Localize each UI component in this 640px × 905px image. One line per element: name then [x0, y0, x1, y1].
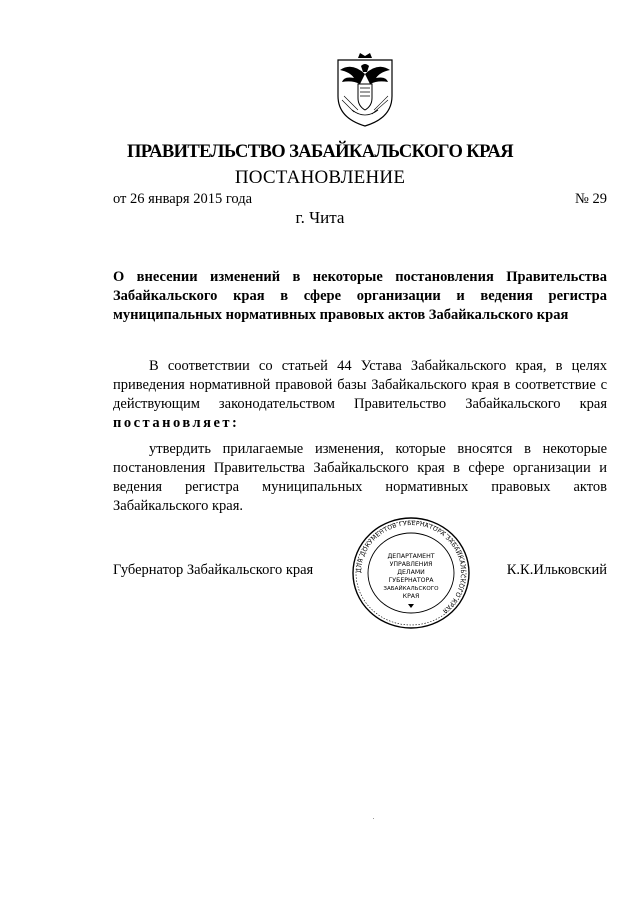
document-date: от 26 января 2015 года [113, 191, 253, 207]
signatory-position: Губернатор Забайкальского края [113, 562, 314, 578]
document-type: ПОСТАНОВЛЕНИЕ [234, 167, 406, 188]
svg-text:ДЕПАРТАМЕНТ: ДЕПАРТАМЕНТ [387, 553, 435, 560]
document-number: № 29 [575, 191, 607, 207]
svg-text:УПРАВЛЕНИЯ: УПРАВЛЕНИЯ [389, 561, 433, 568]
decree-word: постановляет: [113, 415, 240, 431]
official-seal-stamp [350, 516, 472, 630]
svg-text:КРАЯ: КРАЯ [402, 593, 420, 600]
signatory-name: К.К.Ильковский [506, 562, 607, 578]
document-subject: О внесении изменений в некоторые постановления Правительства Забайкальского края в сфере организации и ведения регистра муниципальных нормативных правовых актов Забайкальского края [113, 269, 607, 323]
coat-of-arms-icon [330, 52, 400, 128]
paragraph-1-text: В соответствии со статьей 44 Устава Забайкальского края, в целях приведения нормативной правовой базы Забайкальского края в соответствие с действующим законодательством Правительство Забайкальского края [113, 358, 607, 412]
svg-text:ДЕЛАМИ: ДЕЛАМИ [397, 569, 425, 576]
body-paragraph-1 [113, 357, 607, 433]
svg-text:ЗАБАЙКАЛЬСКОГО: ЗАБАЙКАЛЬСКОГО [383, 586, 439, 592]
document-city: г. Чита [295, 208, 345, 227]
seal-outer-text: ДЛЯ ДОКУМЕНТОВ ГУБЕРНАТОРА ЗАБАЙКАЛЬСКОГО КРАЯ [355, 519, 467, 615]
body-paragraph-2: утвердить прилагаемые изменения, которые вносятся в некоторые постановления Правительства Забайкальского края в сфере организации и ведения регистра муниципальных нормативных правовых актов Забайкальского края. [113, 441, 607, 514]
scan-dot [373, 818, 374, 819]
government-title: ПРАВИТЕЛЬСТВО ЗАБАЙКАЛЬСКОГО КРАЯ [127, 142, 513, 162]
svg-text:ГУБЕРНАТОРА: ГУБЕРНАТОРА [388, 577, 434, 584]
